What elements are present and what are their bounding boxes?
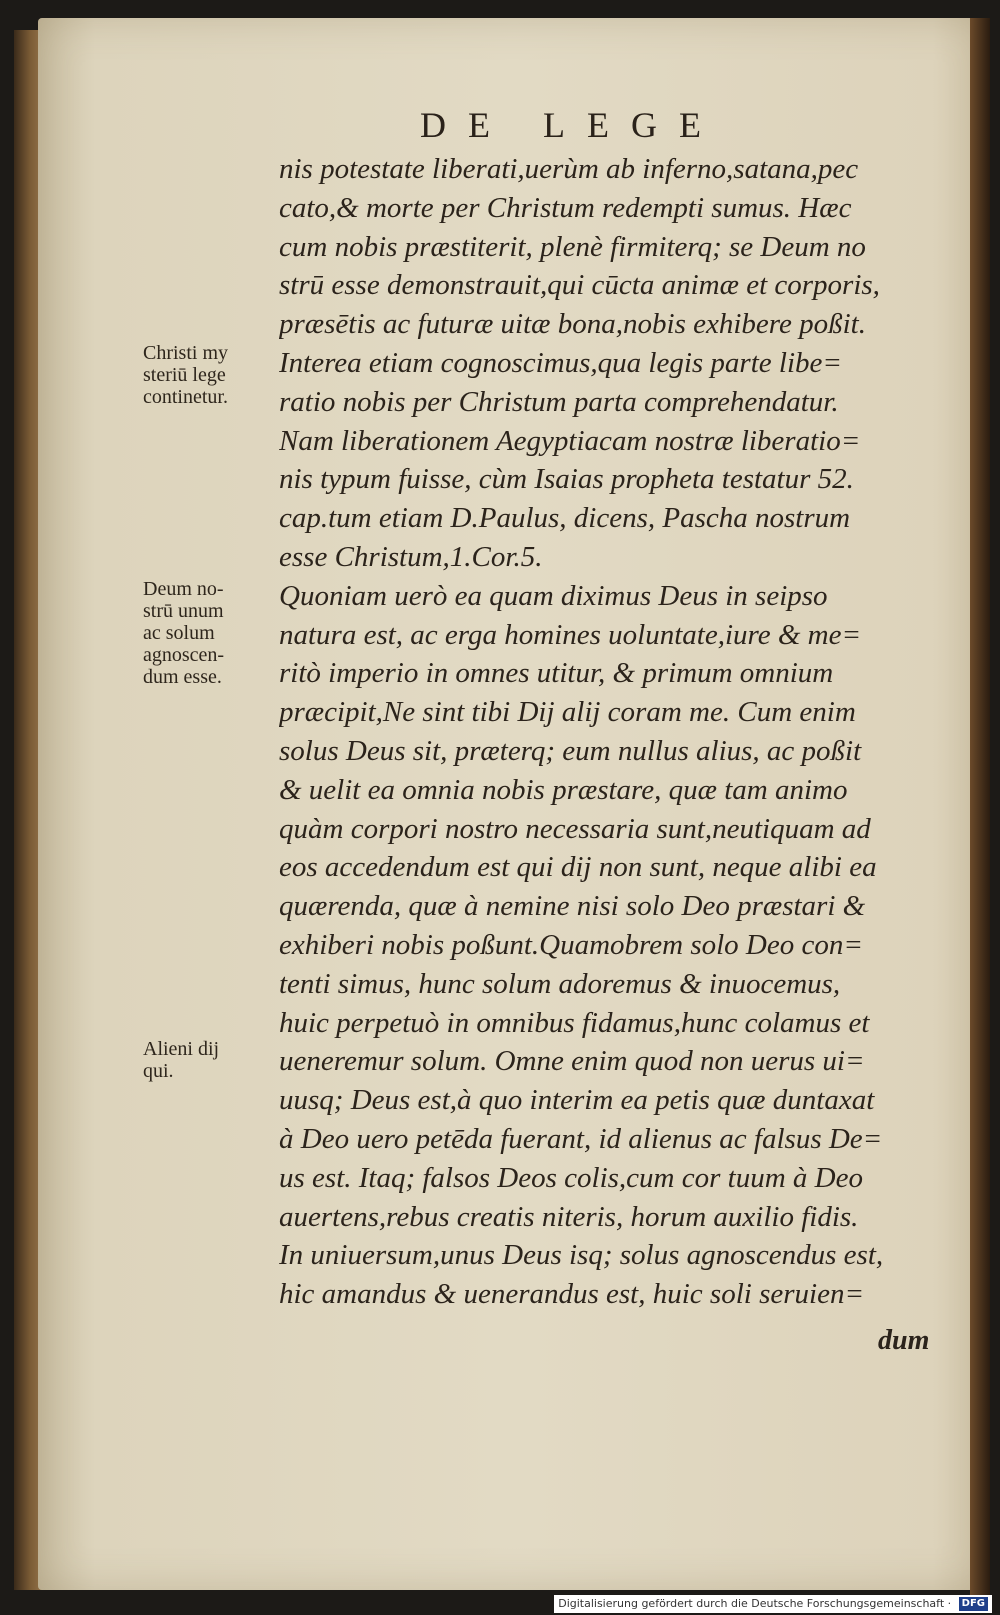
text-line: exhiberi nobis poßunt.Quamobrem solo Deo con= [279,928,863,961]
text-line: præsētis ac futuræ uitæ bona,nobis exhibere poßit. [279,308,866,341]
text-line: In uniuersum,unus Deus isq; solus agnoscendus est, [279,1239,884,1272]
text-line: tenti simus, hunc solum adoremus & inuocemus, [279,967,841,1000]
text-line: à Deo uero petēda fuerant, id alienus ac falsus De= [279,1122,883,1155]
marginal-note [143,1038,273,1082]
marginal-note-line: steriū lege [143,364,226,386]
marginal-note [143,342,273,408]
marginal-note-line: Alieni dij [143,1038,220,1060]
text-line: Nam liberationem Aegyptiacam nostræ liberatio= [279,424,861,457]
text-line: cum nobis præstiterit, plenè firmiterq; se Deum no [279,230,866,263]
running-title: DE LEGE [420,105,723,145]
marginal-note-line: Christi my [143,342,229,364]
text-line: cap.tum etiam D.Paulus, dicens, Pascha nostrum [279,502,851,535]
text-line: Quoniam uerò ea quam diximus Deus in seipso [279,579,828,612]
catchword: dum [878,1325,930,1356]
marginal-note-line: continetur. [143,386,228,408]
credit-text: Digitalisierung gefördert durch die Deutsche Forschungsgemeinschaft [558,1597,945,1610]
marginal-note-line: agnoscen- [143,644,225,666]
marginal-note-line: ac solum [143,622,215,644]
text-line: præcipit,Ne sint tibi Dij alij coram me. Cum enim [279,696,856,729]
page-right-edge [970,18,990,1608]
text-line: us est. Itaq; falsos Deos colis,cum cor tuum à Deo [279,1161,863,1194]
text-line: ritò imperio in omnes utitur, & primum omnium [279,657,834,690]
text-line: Interea etiam cognoscimus,qua legis parte libe= [279,346,842,379]
text-line: uusq; Deus est,à quo interim ea petis quæ duntaxat [279,1084,875,1117]
text-line: nis typum fuisse, cùm Isaias propheta testatur 52. [279,463,854,496]
marginal-note-line: strū unum [143,600,224,622]
marginal-note-line: qui. [143,1060,174,1082]
digitization-credit [554,1595,992,1613]
credit-separator: · [947,1597,952,1610]
text-line: ratio nobis per Christum parta comprehendatur. [279,385,839,418]
text-line: & uelit ea omnia nobis præstare, quæ tam animo [279,773,848,806]
text-line: esse Christum,1.Cor.5. [279,540,543,573]
text-line: natura est, ac erga homines uoluntate,iure & me= [279,618,862,651]
text-line: quàm corpori nostro necessaria sunt,neutiquam ad [279,812,871,845]
text-line: strū esse demonstrauit,qui cūcta animæ et corporis, [279,269,880,302]
text-line: auertens,rebus creatis niteris, horum auxilio fidis. [279,1200,859,1233]
text-line: cato,& morte per Christum redempti sumus. Hæc [279,191,852,224]
text-line: solus Deus sit, præterq; eum nullus alius, ac poßit [279,734,862,767]
text-line: ueneremur solum. Omne enim quod non uerus ui= [279,1045,865,1078]
marginal-note-line: dum esse. [143,666,222,688]
text-line: hic amandus & uenerandus est, huic soli seruien= [279,1278,865,1311]
marginal-note-line: Deum no- [143,578,224,600]
dfg-logo-icon: DFG [959,1597,988,1611]
text-line: quærenda, quæ à nemine nisi solo Deo præstari & [279,890,866,923]
body-text [279,150,939,1314]
text-line: eos accedendum est qui dij non sunt, neque alibi ea [279,851,877,884]
text-line: nis potestate liberati,uerùm ab inferno,satana,pec [279,153,859,185]
text-line: huic perpetuò in omnibus fidamus,hunc colamus et [279,1006,870,1039]
marginal-note [143,578,273,688]
